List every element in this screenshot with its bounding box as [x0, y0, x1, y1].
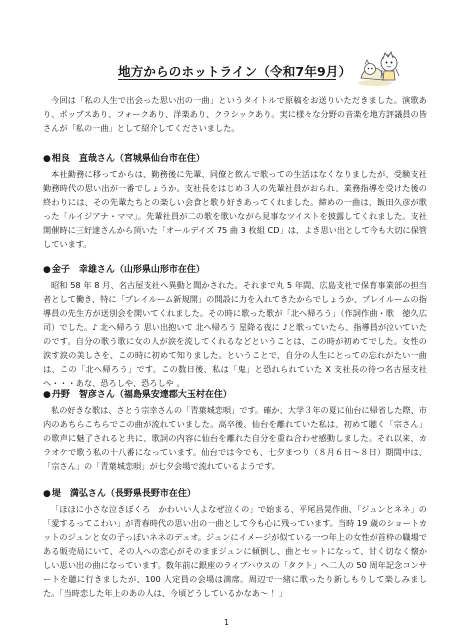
section-tsutsumi — [43, 488, 427, 600]
title-block — [118, 60, 352, 82]
section-body: 昭和 58 年 8 月、名古屋支社へ異動と聞かされた。それまで丸 5 年間、広島支社で保育事業部の担当者として働き、特に「プレイルーム新規開」の開設に力を入れてきたからでしょうか、プレイルームの指導員の先生方が送別会を開いてくれました。その時に歌った歌が「北へ帰ろう」（作詞作曲・歌 徳久広司）でした。♪ 北へ帰ろう 思い出抱いて 北へ帰ろう 星降る夜に ♪と歌っていたら、指導員が泣いていたのです。自分の歌う歌に女の人が涙を流してくれるなどということは、この時が初めてでした。女性の涙す涙の美しさを、この時に初めて知りました。ということで、自分の人生にとっての忘れがたい一曲は、この「北へ帰ろう」です。この数日後、私は「鬼」と恐れられていた X 支社長の待つ名古屋支社へ・・・あな、恐ろしや、恐ろしや 。 — [43, 280, 427, 388]
section-heading — [43, 389, 427, 402]
heading-text: 相良 直哉さん（宮城県仙台市在住） — [51, 154, 205, 164]
page-number: 1 — [223, 618, 230, 627]
heading-text: 堤 満弘さん（長野県長野市在住） — [51, 489, 196, 499]
bullet-dot-icon: ● — [43, 489, 51, 499]
section-body: 「ほほに小さな泣きぼくろ かわいい人よなぜ泣くの」で始まる、平尾昌晃作曲、「ジュンとネネ」の「愛するってこわい」が青春時代の思い出の一曲として今も心に残っています。当時 19 歳のショートカットのジュンと女の子っぽいネネのデュオ。ジュンにイメージが似ている一つ年上の女性が首枠の職場である販売局にいて、その人への恋心がそのままジュンに傾倒し、曲とセットになって、甘く切なく懐かしい思い出の曲になっています。数年前に銀座のライブハウスの「タクト」へ二人の 50 周年記念コンサートを聴に行きましたが、100 人定員の会場は満席。周辺で一緒に歌ったり新しもりして楽しみました。「当時恋した年上のあの人は、今頃どうしているかなあ～ ！」 — [43, 504, 427, 598]
page-title: 地方からのホットライン（令和7年9月） — [118, 64, 352, 79]
bullet-dot-icon: ● — [43, 265, 51, 275]
heading-text: 金子 幸雄さん（山形県山形市在住） — [51, 265, 205, 275]
bullet-dot-icon: ● — [43, 154, 51, 164]
title-underline — [118, 79, 336, 80]
section-kaneko — [43, 264, 427, 390]
bullet-dot-icon: ● — [43, 390, 51, 400]
section-body: 私の好きな歌は、さとう宗幸さんの「青葉城恋唄」です。確か、大学３年の夏に仙台に帰省した際、市内のあちらこちらでこの曲が流れていました。高卒後、仙台を離れていた私は、初めて聴く「宗さん」の歌声に魅了されると共に、歌詞の内容に仙台を離れた自分を重ね合わせ感動しました。それ以来、カラオケで歌う私の十八番になっています。仙台では今でも、七夕まつり（８月６日～８日）期間中は、「宗さん」の「青葉城恋唄」が七夕会場で流れているようです。 — [43, 405, 427, 471]
section-heading — [43, 153, 427, 166]
section-tanno — [43, 389, 427, 473]
intro-paragraph: 今回は「私の人生で出会った思い出の一曲」というタイトルで原稿をお送りいただきました。演歌あり、ポップスあり、フォークあり、洋楽あり、クラシックあり。実に様々な分野の音楽を地方評議員の皆さんが「私の一曲」として紹介してくださいました。 — [43, 95, 427, 133]
section-sagara — [43, 153, 427, 251]
section-heading — [43, 488, 427, 501]
heading-text: 丹野 智彦さん（福島県安達郡大玉村在住） — [51, 390, 232, 400]
section-heading — [43, 264, 427, 277]
section-body: 本社勤務に移ってからは、勤務後に先輩、同僚と飲んで歌っての生活はなくなりましたが、受験支社勤務時代の思い出が一番でしょうか。支社長をはじめ３人の先輩社員がおられ、業務指導を受けた後の終わりには、その先輩たちとの楽しい会食と歌り好きあってくれました。締めの一曲は、飯田久彦が歌った「ルイジアナ・ママ」。先輩社員が二の歌を歌いながら見事なツイストを披露してくれました。支社開催時に三好達さんから頂いた「オールデイズ 75 曲 3 枚組 CD」は、よき思い出として今も大切に保管しています。 — [43, 169, 427, 249]
mascot-illustration-icon — [355, 50, 405, 88]
